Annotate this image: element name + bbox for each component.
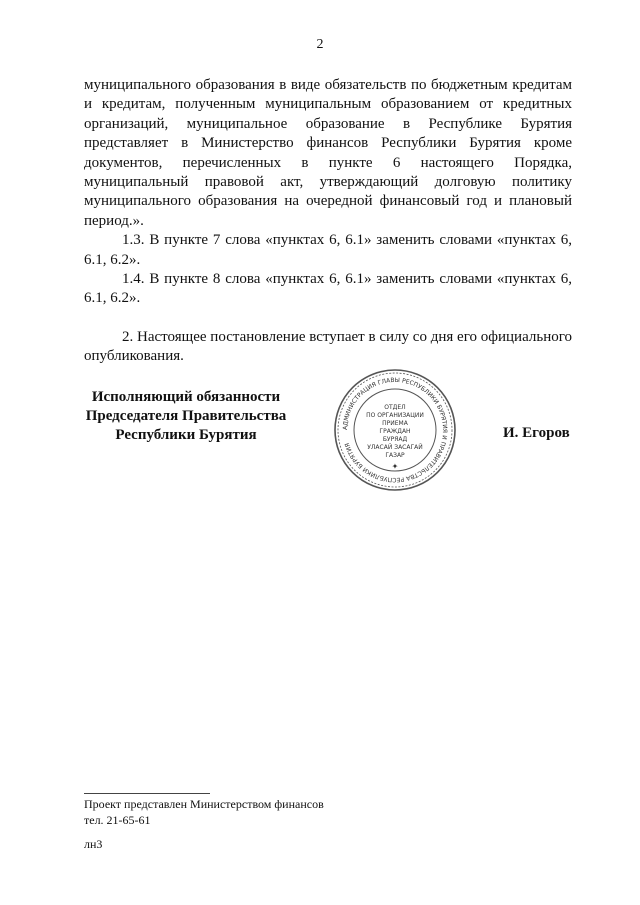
signatory-title-line-1: Исполняющий обязанности — [91, 389, 281, 405]
seal-line-2: ПО ОРГАНИЗАЦИИ — [366, 412, 424, 419]
paragraph-1-4: 1.4. В пункте 8 слова «пунктах 6, 6.1» заменить словами «пунктах 6, 6.1, 6.2». — [84, 271, 572, 307]
footer-phone: тел. 21-65-61 — [84, 812, 151, 827]
seal-line-4: ГРАЖДАН — [379, 428, 411, 435]
footer-code: лн3 — [84, 837, 103, 851]
document-body — [84, 76, 572, 367]
signatory-name: И. Егоров — [503, 425, 570, 441]
official-seal — [330, 365, 460, 495]
seal-line-5: БУРЯАД — [382, 436, 408, 443]
footer-prepared-by: Проект представлен Министерством финансов — [84, 797, 324, 811]
footer-divider — [84, 793, 210, 794]
seal-line-6: УЛАСАЙ ЗАСАГАЙ — [367, 444, 423, 451]
seal-star-icon: ✦ — [391, 462, 399, 471]
signatory-title-line-2: Председателя Правительства — [85, 408, 287, 424]
paragraph-continuation: муниципального образования в виде обязательств по бюджетным кредитам и кредитам, полученным муниципальным образованием от кредитных организаций, муниципальное образование в Республике Бурятия представляет в Министерство финансов Республики Бурятия кроме документов, перечисленных в пункте 6 настоящего Порядка, муниципальный правовой акт, утверждающий долговую политику муниципального образования на очередной финансовый год и плановый период.». — [84, 77, 572, 229]
signatory-title — [76, 388, 296, 445]
official-seal-graphic — [330, 365, 460, 495]
seal-line-3: ПРИЕМА — [382, 420, 408, 427]
seal-line-7: ГАЗАР — [385, 452, 405, 459]
paragraph-1-3: 1.3. В пункте 7 слова «пунктах 6, 6.1» заменить словами «пунктах 6, 6.1, 6.2». — [84, 232, 572, 268]
paragraph-2: 2. Настоящее постановление вступает в силу со дня его официального опубликования. — [84, 328, 572, 365]
footer-note — [84, 797, 324, 853]
seal-line-1: ОТДЕЛ — [384, 404, 406, 411]
seal-ring-text: АДМИНИСТРАЦИЯ ГЛАВЫ РЕСПУБЛИКИ БУРЯТИЯ И ПРАВИТЕЛЬСТВА РЕСПУБЛИКИ БУРЯТИЯ — [341, 376, 449, 484]
page-number: 2 — [316, 37, 324, 52]
signatory-title-line-3: Республики Бурятия — [115, 427, 257, 443]
